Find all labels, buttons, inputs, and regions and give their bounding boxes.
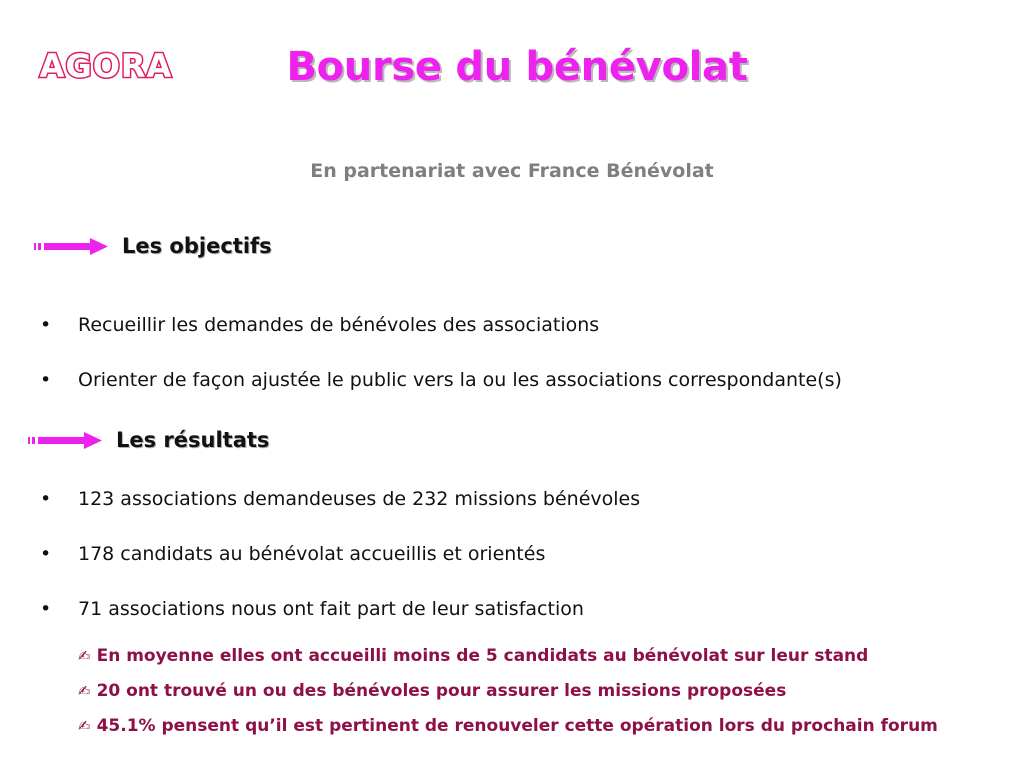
- list-item: [40, 488, 640, 510]
- arrow-right-icon: [34, 236, 110, 256]
- list-item-text: 178 candidats au bénévolat accueillis et orientés: [78, 543, 546, 565]
- logo-text: AGORA: [39, 47, 173, 85]
- bullet-marker: •: [40, 369, 52, 391]
- pointing-hand-icon: ✍: [78, 717, 91, 735]
- list-item: [40, 543, 545, 565]
- list-item-text: Recueillir les demandes de bénévoles des associations: [78, 314, 600, 336]
- list-item-text: Orienter de façon ajustée le public vers la ou les associations correspondante(s): [78, 369, 842, 391]
- list-item: [40, 598, 584, 620]
- detail-item-text: 45.1% pensent qu’il est pertinent de renouveler cette opération lors du prochain forum: [96, 716, 938, 736]
- list-item: [40, 314, 599, 336]
- arrow-right-icon: [28, 430, 104, 450]
- list-item-text: 123 associations demandeuses de 232 missions bénévoles: [78, 488, 641, 510]
- bullet-marker: •: [40, 488, 52, 510]
- section-heading-objectifs: [34, 234, 272, 258]
- bullet-marker: •: [40, 314, 52, 336]
- bullet-marker: •: [40, 543, 52, 565]
- list-item-text: 71 associations nous ont fait part de leur satisfaction: [78, 598, 584, 620]
- page-title: Bourse du bénévolat: [286, 44, 748, 90]
- page-subtitle: En partenariat avec France Bénévolat: [310, 160, 714, 182]
- detail-item: [78, 716, 938, 736]
- list-item: [40, 369, 842, 391]
- detail-item-text: 20 ont trouvé un ou des bénévoles pour assurer les missions proposées: [96, 681, 787, 701]
- detail-item: [78, 681, 786, 701]
- pointing-hand-icon: ✍: [78, 647, 91, 665]
- detail-item-text: En moyenne elles ont accueilli moins de 5 candidats au bénévolat sur leur stand: [96, 646, 869, 666]
- section-heading-resultats: [28, 428, 269, 452]
- detail-item: [78, 646, 868, 666]
- section-title: Les résultats: [116, 428, 270, 452]
- pointing-hand-icon: ✍: [78, 682, 91, 700]
- section-title: Les objectifs: [122, 234, 272, 258]
- bullet-marker: •: [40, 598, 52, 620]
